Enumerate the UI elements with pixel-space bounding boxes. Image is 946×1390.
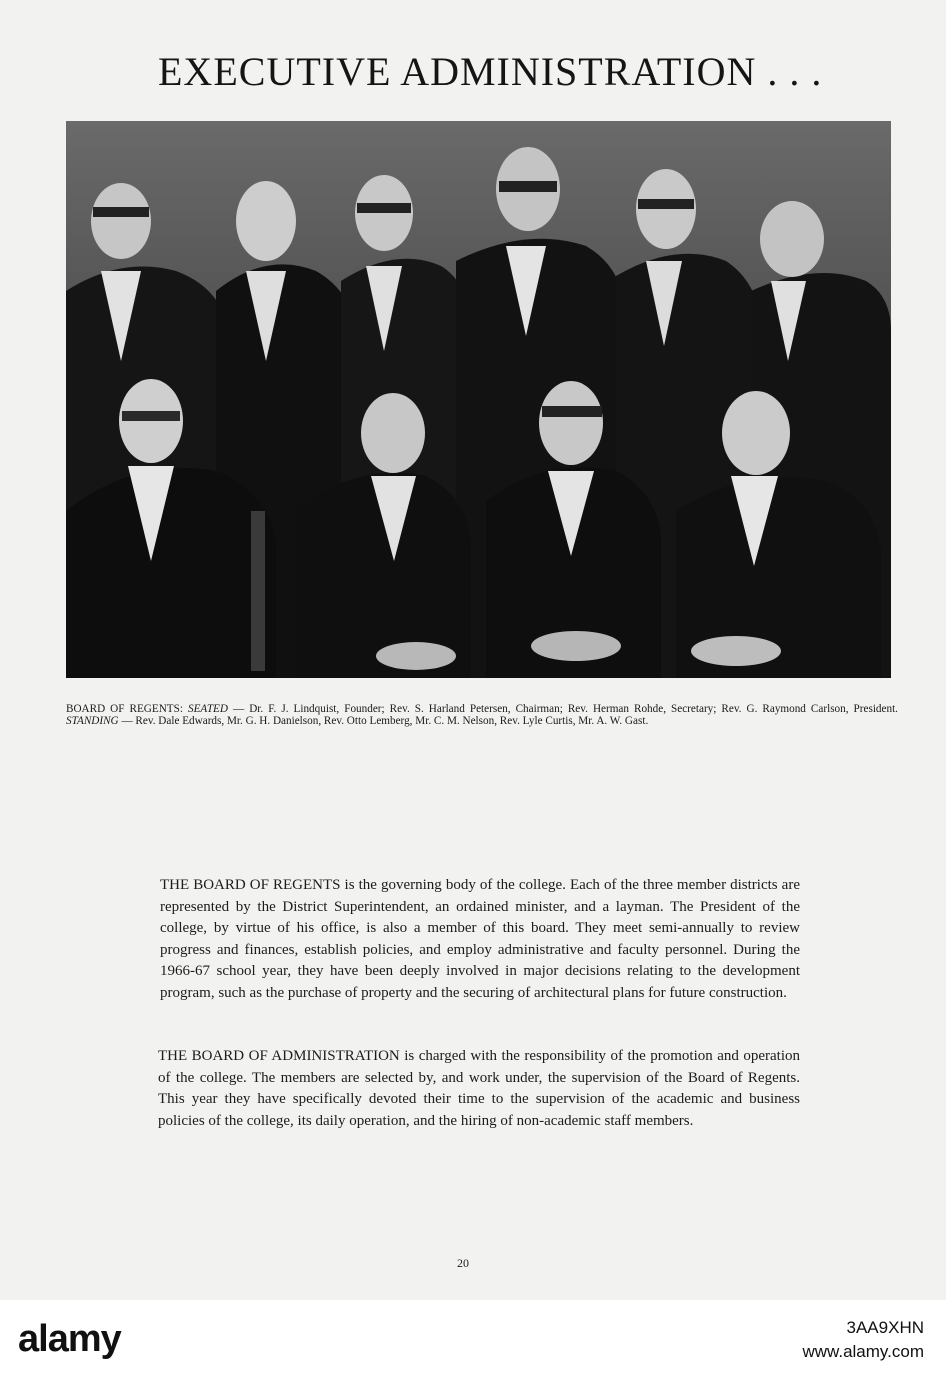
caption-standing-label: STANDING [66, 715, 119, 727]
board-of-administration-paragraph: THE BOARD OF ADMINISTRATION is charged with the responsibility of the promotion and operation of the college. The members are selected by, and work under, the supervision of the Board of Regents. This year they have specifically devoted their time to the supervision of the academic and business policies of the college, its daily operation, and the hiring of non-academic staff members. [158, 1048, 800, 1129]
image-id-block [802, 1316, 924, 1364]
board-of-regents-paragraph: THE BOARD OF REGENTS is the governing body of the college. Each of the three member districts are represented by the District Superintendent, an ordained minister, and a layman. The President of the college, by virtue of his office, is also a member of this board. They meet semi-annually to review progress and finances, establish policies, and employ administrative and faculty personnel. During the 1966-67 school year, they have been deeply involved in major decisions relating to the development program, such as the purchase of property and the securing of architectural plans for future construction. [160, 877, 800, 1001]
site-url: www.alamy.com [802, 1342, 924, 1361]
caption-lead: BOARD OF REGENTS: [66, 703, 188, 715]
image-id: 3AA9XHN [846, 1318, 924, 1337]
alamy-logo: alamy [18, 1318, 121, 1360]
board-group-photo [66, 121, 891, 678]
page-number: 20 [457, 1256, 469, 1270]
photo-caption [66, 703, 898, 727]
caption-seated-label: SEATED [187, 703, 228, 715]
caption-seated-names: — Dr. F. J. Lindquist, Founder; Rev. S. Harland Petersen, Chairman; Rev. Herman Rohde, Secretary; Rev. G. Raymond Carlson, President. [227, 703, 898, 715]
page-title: EXECUTIVE ADMINISTRATION . . . [158, 49, 823, 94]
group-photo-illustration [66, 121, 891, 678]
caption-standing-names: — Rev. Dale Edwards, Mr. G. H. Danielson, Rev. Otto Lemberg, Mr. C. M. Nelson, Rev. Lyle Curtis, Mr. A. W. Gast. [118, 715, 649, 727]
